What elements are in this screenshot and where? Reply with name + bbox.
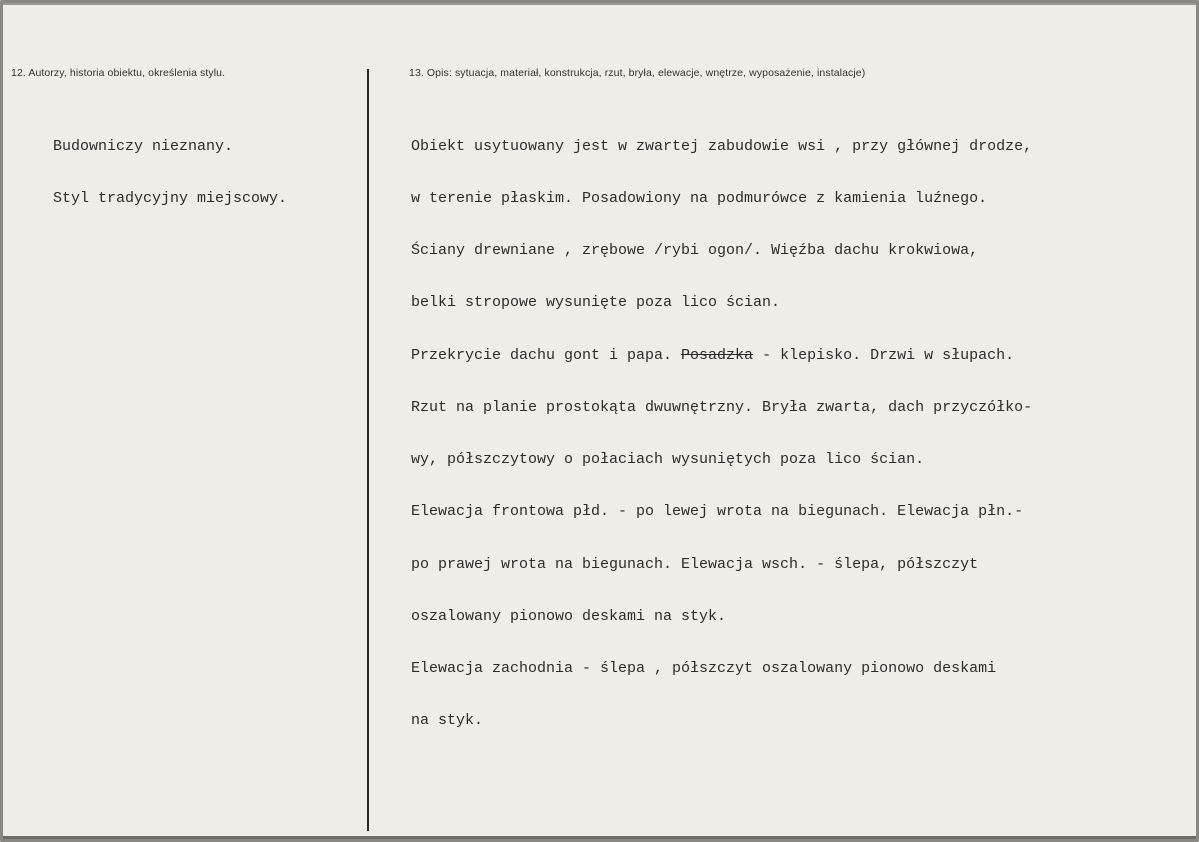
typed-fragment: - klepisko. Drzwi w słupach. xyxy=(753,346,1015,364)
typed-line: Elewacja zachodnia - ślepa , półszczyt oszalowany pionowo deskami xyxy=(411,660,997,677)
typed-line: w terenie płaskim. Posadowiony na podmurówce z kamienia luźnego. xyxy=(411,190,988,208)
typed-line: oszalowany pionowo deskami na styk. xyxy=(411,607,727,625)
section-12-header: 12. Autorzy, historia obiektu, określenia stylu. xyxy=(11,67,226,79)
section-12-typed-text xyxy=(53,103,287,242)
typed-line: Elewacja frontowa płd. - po lewej wrota na biegunach. Elewacja płn.- xyxy=(411,503,1024,521)
typed-line: Ściany drewniane , zrębowe /rybi ogon/. Więźba dachu krokwiowa, xyxy=(411,242,979,260)
typed-line: Styl tradycyjny miejscowy. xyxy=(53,190,288,208)
section-13-header: 13. Opis: sytuacja, materiał, konstrukcja, rzut, bryła, elewacje, wnętrze, wyposażenie, instalacje) xyxy=(409,67,866,79)
column-divider xyxy=(367,69,369,831)
section-13-typed-text xyxy=(411,103,1032,764)
typed-line-with-strikeout xyxy=(411,347,1032,364)
struck-out-word: Posadzka xyxy=(681,346,754,364)
typed-fragment: Przekrycie dachu gont i papa. xyxy=(411,346,682,364)
typed-line: Obiekt usytuowany jest w zwartej zabudowie wsi , przy głównej drodze, xyxy=(411,137,1033,155)
typed-line: wy, półszczytowy o połaciach wysuniętych poza lico ścian. xyxy=(411,451,925,469)
typed-line: Budowniczy nieznany. xyxy=(53,137,234,155)
top-edge-rule xyxy=(3,3,1196,5)
typed-line: Rzut na planie prostokąta dwuwnętrzny. Bryła zwarta, dach przyczółko- xyxy=(411,398,1033,416)
bottom-edge-rule xyxy=(3,836,1196,839)
typed-line: na styk. xyxy=(411,712,484,730)
typed-line: belki stropowe wysunięte poza lico ścian. xyxy=(411,294,781,312)
typed-line: po prawej wrota na biegunach. Elewacja wsch. - ślepa, półszczyt xyxy=(411,555,979,573)
